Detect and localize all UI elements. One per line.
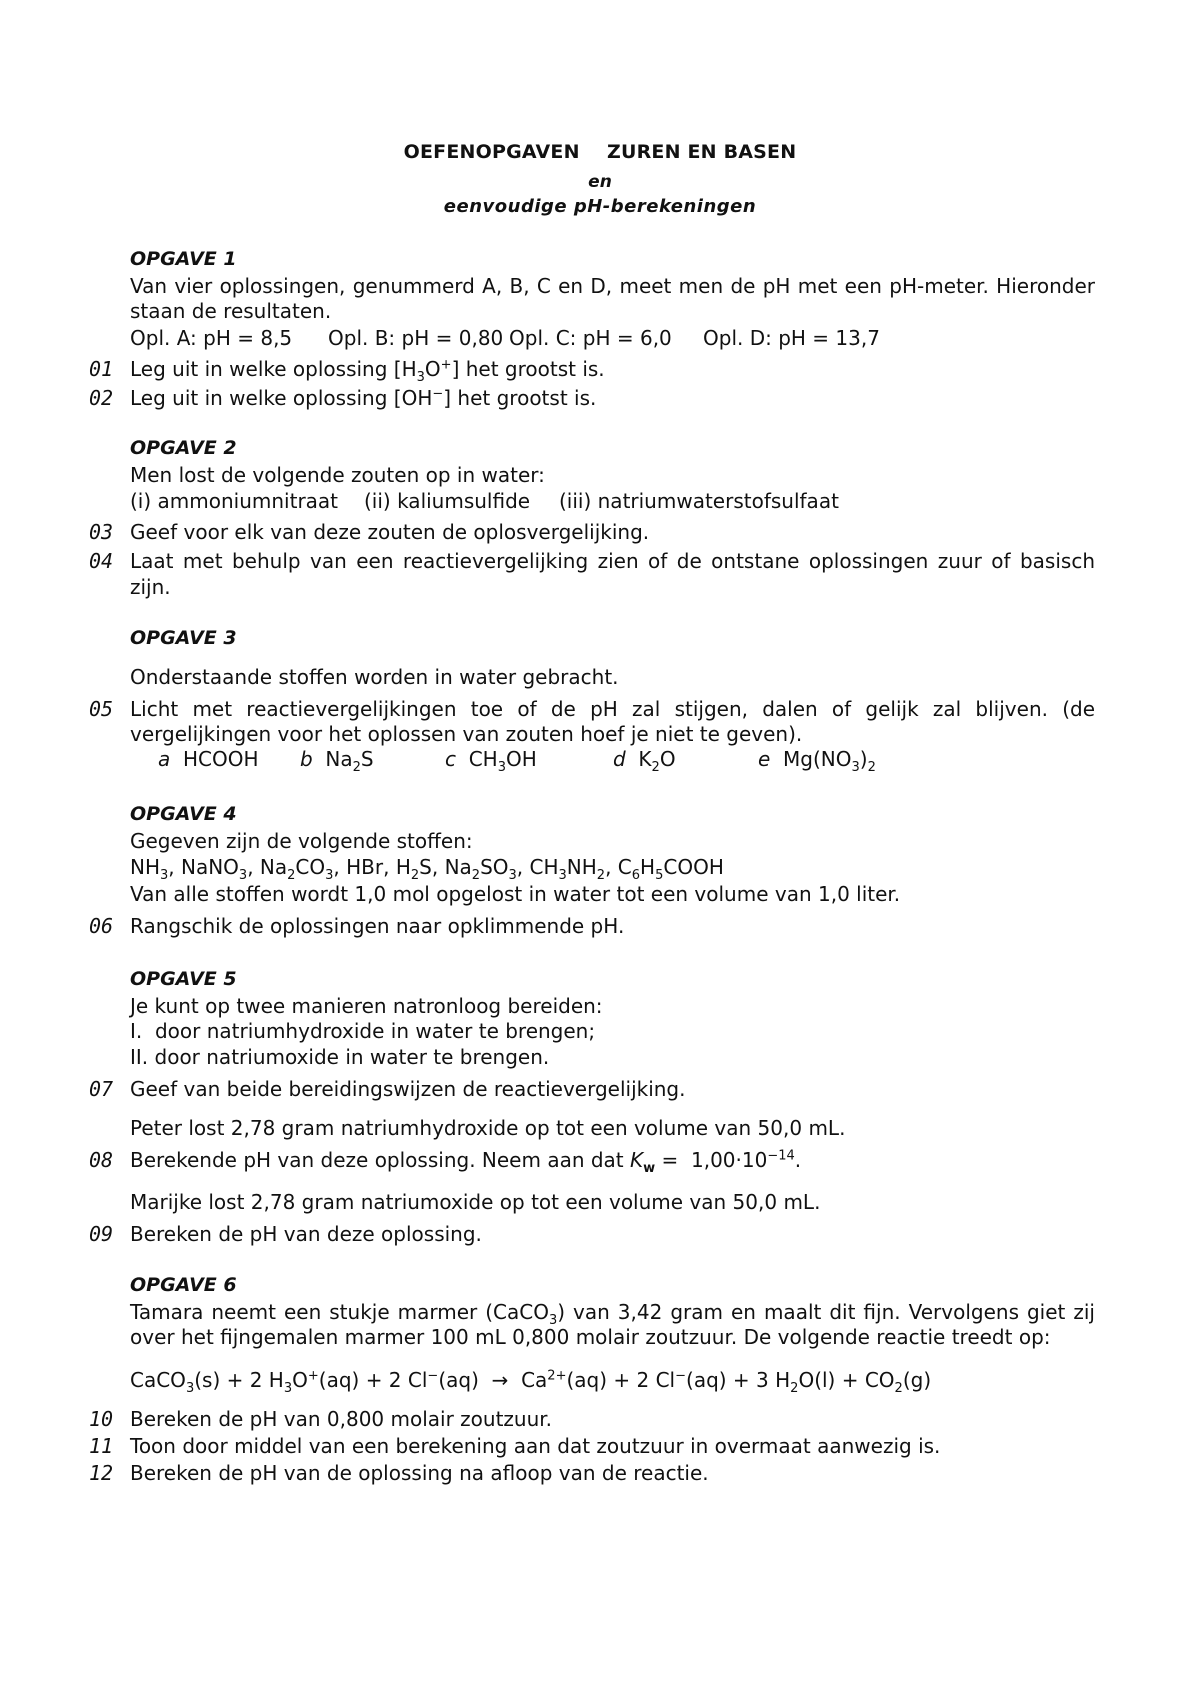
reaction-equation: CaCO$_3$(s) + 2 $H_3O^+(aq) + 2$ $Cl^-(aq) \to Ca^{2+}(aq) + 2$ Cl−(aq) + 3 $H_2O(l) + CO_2(g)$: [130, 1368, 932, 1396]
question-number: 04: [89, 549, 114, 573]
question-number: 08: [89, 1148, 114, 1172]
method-1: I. door natriumhydroxide in water te brengen;: [130, 1019, 596, 1043]
opgave-1-intro-line-2: staan de resultaten.: [130, 299, 332, 323]
result-c: Opl. C: pH = 6,0: [509, 326, 672, 350]
peter-text: Peter lost 2,78 gram natriumhydroxide op tot een volume van 50,0 mL.: [130, 1116, 846, 1140]
opgave-2-title: OPGAVE 2: [130, 437, 237, 459]
question-03: Geef voor elk van deze zouten de oplosvergelijking.: [130, 520, 650, 544]
result-b: Opl. B: pH = 0,80: [328, 326, 504, 350]
question-number: 12: [89, 1461, 114, 1485]
salt-1: (i) ammoniumnitraat: [130, 489, 339, 513]
opgave-2-salts: [130, 488, 1095, 514]
question-number: 11: [89, 1434, 114, 1458]
question-12: Bereken de pH van de oplossing na afloop van de reactie.: [130, 1461, 709, 1485]
question-number: 03: [89, 520, 114, 544]
salt-2: (ii) kaliumsulfide: [364, 489, 531, 513]
opgave-2-intro: Men lost de volgende zouten op in water:: [130, 463, 545, 487]
question-number: 02: [89, 386, 114, 410]
opgave-1-intro-line-1: Van vier oplossingen, genummerd A, B, C en D, meet men de pH met een pH-meter. Hieronder: [130, 274, 1095, 298]
question-08: Berekende pH van deze oplossing. Neem aan dat $K_w = 1,00\cdot 10^{-14}$.: [130, 1148, 802, 1176]
result-a: Opl. A: pH = 8,5: [130, 326, 293, 350]
question-06: Rangschik de oplossingen naar opklimmende pH.: [130, 914, 625, 938]
question-number: 07: [89, 1077, 114, 1101]
salt-3: (iii) natriumwaterstofsulfaat: [559, 489, 839, 513]
opgave-1-title: OPGAVE 1: [130, 248, 237, 270]
question-number: 06: [89, 914, 114, 938]
opgave-5-title: OPGAVE 5: [130, 968, 237, 990]
question-09: Bereken de pH van deze oplossing.: [130, 1222, 482, 1246]
question-04-line-2: zijn.: [130, 575, 171, 599]
document-subtitle: eenvoudige pH-berekeningen: [443, 196, 757, 217]
opgave-4-outro: Van alle stoffen wordt 1,0 mol opgelost in water tot een volume van 1,0 liter.: [130, 882, 901, 906]
opgave-3-title: OPGAVE 3: [130, 627, 237, 649]
opgave-1-results: [130, 325, 1095, 351]
opgave-3-intro: Onderstaande stoffen worden in water gebracht.: [130, 665, 619, 689]
marijke-text: Marijke lost 2,78 gram natriumoxide op tot een volume van 50,0 mL.: [130, 1190, 821, 1214]
opgave-4-title: OPGAVE 4: [130, 803, 237, 825]
opgave-5-intro: Je kunt op twee manieren natronloog bereiden:: [130, 994, 603, 1018]
question-07: Geef van beide bereidingswijzen de reactievergelijking.: [130, 1077, 686, 1101]
opgave-4-substances: $NH_3$, NaNO$_3$, $Na_2CO_3$, HBr, $H_2S$, $Na_2SO_3$, $CH_3NH_2$, $C_6H_5COOH$: [130, 855, 724, 883]
method-2: II. door natriumoxide in water te brengen.: [130, 1045, 550, 1069]
document-title: OEFENOPGAVEN ZUREN EN BASEN: [403, 141, 797, 163]
question-05-line-2: vergelijkingen voor het oplossen van zouten hoef je niet te geven).: [130, 722, 803, 746]
result-d: Opl. D: pH = 13,7: [703, 326, 880, 350]
question-number: 10: [89, 1407, 114, 1431]
question-05-line-1: Licht met reactievergelijkingen toe of de pH zal stijgen, dalen of gelijk zal blijven. (de: [130, 697, 1095, 721]
opgave-4-intro: Gegeven zijn de volgende stoffen:: [130, 829, 473, 853]
question-04-line-1: Laat met behulp van een reactievergelijking zien of de ontstane oplossingen zuur of basisch: [130, 549, 1095, 573]
substances-list: a HCOOH b $Na_2S$ c $CH_3OH$ d $K_2O$ e $Mg(NO_3)_2$: [158, 747, 876, 775]
question-11: Toon door middel van een berekening aan dat zoutzuur in overmaat aanwezig is.: [130, 1434, 941, 1458]
question-02: Leg uit in welke oplossing [OH−] het grootst is.: [130, 386, 597, 410]
question-number: 01: [89, 357, 114, 381]
question-number: 05: [89, 697, 114, 721]
opgave-6-title: OPGAVE 6: [130, 1274, 237, 1296]
question-10: Bereken de pH van 0,800 molair zoutzuur.: [130, 1407, 553, 1431]
question-01: Leg uit in welke oplossing $[H_3O^+]$ het grootst is.: [130, 357, 605, 385]
opgave-6-intro-line-1: Tamara neemt een stukje marmer (CaCO$_3$) van 3,42 gram en maalt dit fijn. Vervolgens giet zij: [130, 1300, 1095, 1328]
question-number: 09: [89, 1222, 114, 1246]
document-subtitle-en: en: [588, 172, 612, 192]
opgave-6-intro-line-2: over het fijngemalen marmer 100 mL 0,800 molair zoutzuur. De volgende reactie treedt op:: [130, 1325, 1051, 1349]
